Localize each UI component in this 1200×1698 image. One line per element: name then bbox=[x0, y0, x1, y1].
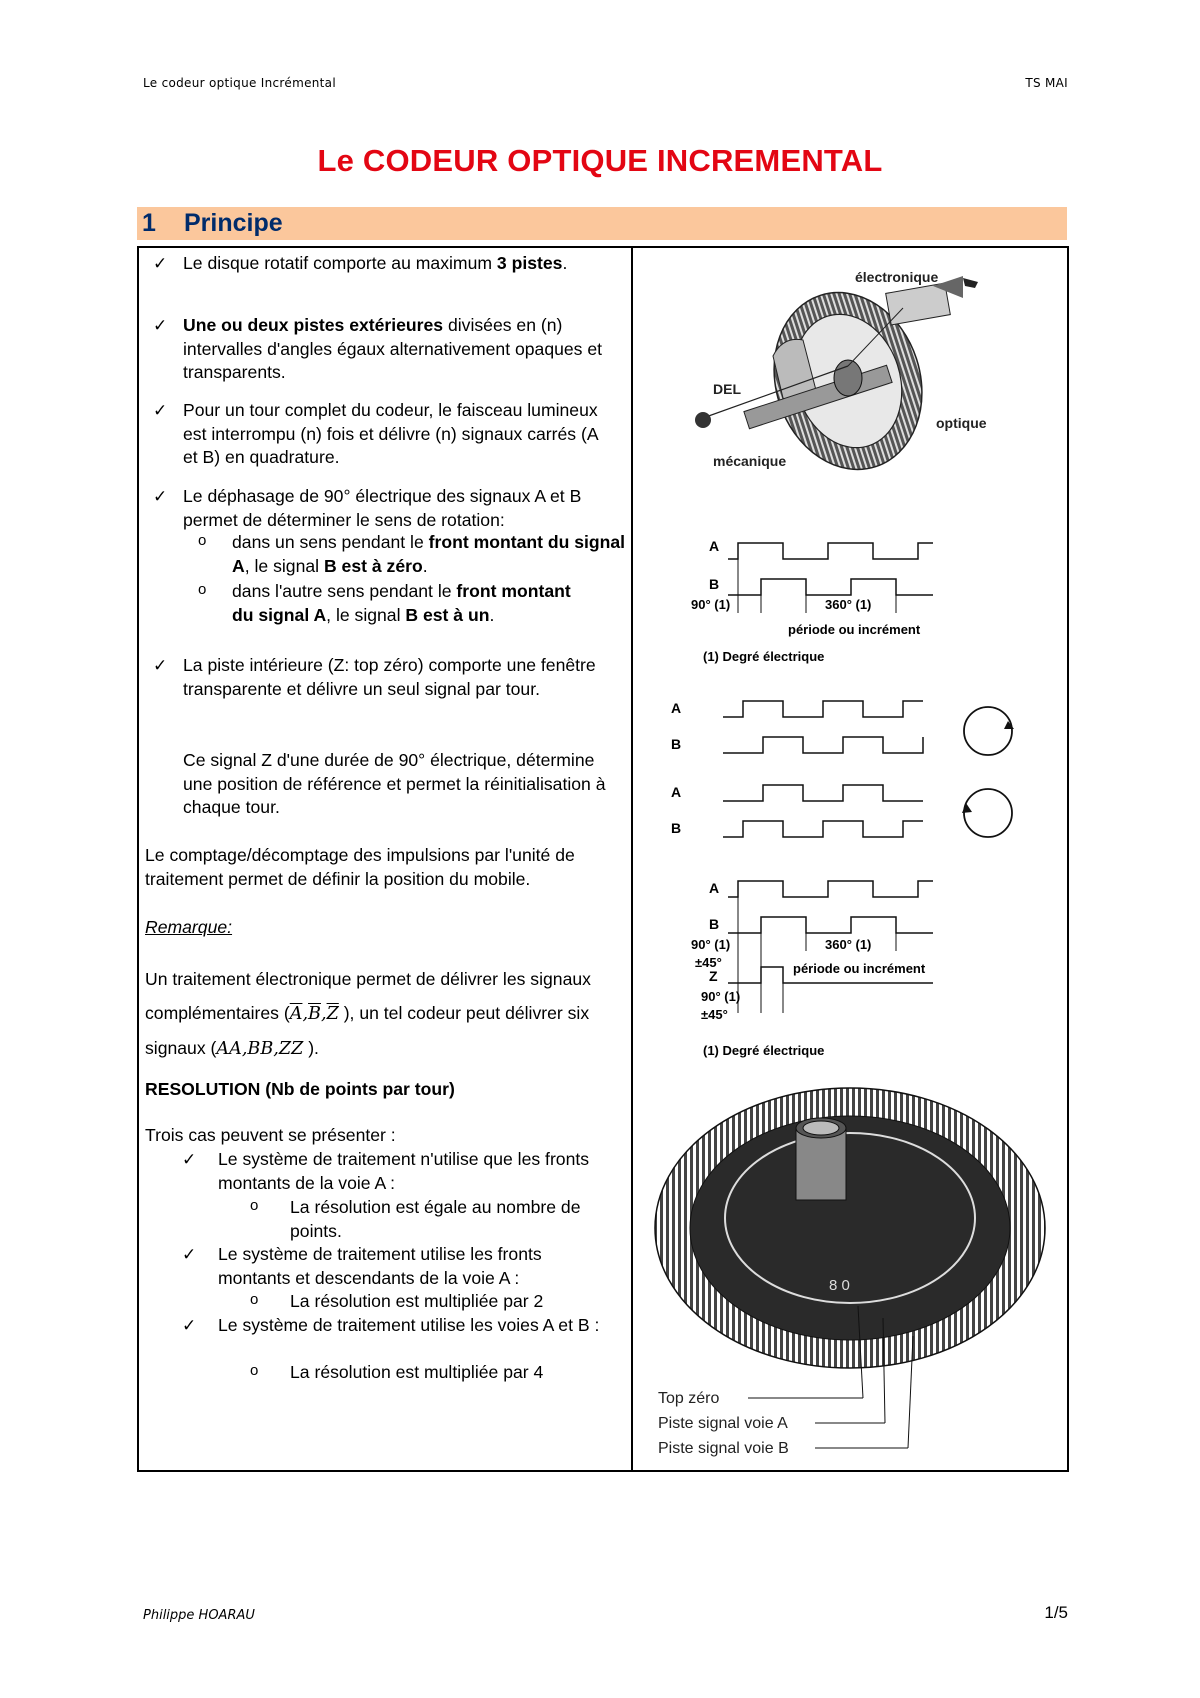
case-1 bbox=[182, 1148, 608, 1195]
label-track-b: Piste signal voie B bbox=[658, 1440, 789, 1457]
label-electronique: électronique bbox=[855, 269, 939, 285]
bullet-text: Pour un tour complet du codeur, le faisceau lumineux est interrompu (n) fois et délivre (n) signaux carrés (A et B) en quadrature. bbox=[183, 400, 598, 467]
case-2-result bbox=[250, 1290, 610, 1314]
dir-signal-a2 bbox=[723, 785, 923, 801]
degree-note-2: (1) Degré électrique bbox=[703, 1043, 825, 1058]
complementary-signals-paragraph: Un traitement électronique permet de délivrer les signaux complémentaires ($\overline{A},\overline{B},\overline{Z}$ ), un tel codeur peut délivrer six signaux (AA,BB,ZZ ). bbox=[145, 969, 591, 1059]
page-header-left: Le codeur optique Incrémental bbox=[143, 76, 336, 90]
case-2 bbox=[182, 1243, 598, 1290]
clockwise-icon bbox=[964, 707, 1012, 755]
label-track-a: Piste signal voie A bbox=[658, 1415, 788, 1432]
remark-label: Remarque: bbox=[145, 917, 233, 937]
bullet-text: divisées en (n) intervalles d'angles égaux alternativement opaques et transparents. bbox=[183, 315, 603, 382]
checkmark-icon: ✓ bbox=[182, 1316, 197, 1335]
cases-intro: Trois cas peuvent se présenter : bbox=[145, 1125, 396, 1145]
tolerance-label: ±45° bbox=[695, 955, 722, 970]
case-3-result bbox=[250, 1361, 610, 1385]
math-aa: AA bbox=[216, 1039, 242, 1059]
checkmark-icon: ✓ bbox=[153, 401, 168, 420]
hand-icon bbox=[963, 278, 978, 288]
sub-text: , le signal bbox=[244, 555, 324, 576]
disk-body bbox=[690, 1116, 1010, 1340]
bullet-text: Le déphasage de 90° électrique des signaux A et B permet de déterminer le sens de rotation: bbox=[183, 486, 582, 530]
label-del: DEL bbox=[713, 381, 741, 397]
arrowhead-icon bbox=[962, 803, 972, 813]
degree-note: (1) Degré électrique bbox=[703, 649, 825, 664]
dir-label-b2: B bbox=[671, 820, 682, 836]
bullet-text: La piste intérieure (Z: top zéro) comporte une fenêtre transparente et délivre un seul signal par tour. bbox=[183, 655, 596, 699]
checkmark-icon: ✓ bbox=[153, 316, 168, 335]
bullet-bold: 3 pistes bbox=[496, 253, 563, 273]
period2-text: période ou incrément bbox=[793, 961, 926, 976]
del-led bbox=[695, 412, 711, 428]
case-text: Le système de traitement utilise les fronts montants et descendants de la voie A : bbox=[218, 1244, 542, 1288]
phase-label: 90° (1) bbox=[691, 597, 731, 612]
checkmark-icon: ✓ bbox=[153, 656, 168, 675]
bullet-text: Le disque rotatif comporte au maximum bbox=[183, 253, 497, 273]
footer-page-number: 1/5 bbox=[1044, 1603, 1068, 1622]
dir-label-b1: B bbox=[671, 736, 682, 752]
sub-text: dans l'autre sens pendant le bbox=[232, 581, 457, 601]
counting-paragraph: Le comptage/décomptage des impulsions par l'unité de traitement permet de définir la position du mobile. bbox=[145, 845, 575, 889]
sub-text: dans un sens pendant le bbox=[232, 532, 429, 552]
para-text: ), un tel codeur peut délivrer six signaux ( bbox=[145, 1003, 590, 1058]
bullet-phase-shift bbox=[153, 485, 613, 532]
sub-text: , le signal bbox=[326, 604, 406, 625]
dir-signal-b2 bbox=[723, 821, 923, 837]
page-header-right: TS MAI bbox=[1025, 76, 1068, 90]
phase2-label: 90° (1) bbox=[691, 937, 731, 952]
bullet-text: . bbox=[562, 253, 568, 273]
sub-bold: B est à zéro bbox=[323, 555, 423, 576]
timing2-label-b: B bbox=[709, 916, 720, 932]
footer-author: Philippe HOARAU bbox=[143, 1608, 255, 1623]
circle-bullet-icon: o bbox=[198, 532, 207, 549]
period-label: 360° (1) bbox=[825, 597, 872, 612]
document-title: Le CODEUR OPTIQUE INCREMENTAL bbox=[317, 143, 883, 178]
bullet-full-turn bbox=[153, 399, 603, 470]
sub-text: . bbox=[422, 555, 428, 576]
sub-bold: front montant du signal A bbox=[232, 581, 571, 625]
bullet-disk-tracks bbox=[153, 252, 603, 276]
checkmark-icon: ✓ bbox=[153, 254, 168, 273]
section-label: Principe bbox=[184, 209, 283, 237]
math-a-bar: $\overline{A}$ bbox=[289, 1004, 303, 1024]
electronics-box bbox=[886, 283, 951, 325]
math-b-bar: $\overline{B}$ bbox=[308, 1004, 321, 1024]
circle-bullet-icon: o bbox=[250, 1362, 259, 1379]
sub-bullet-direction-1 bbox=[198, 531, 627, 578]
math-bb: BB bbox=[247, 1039, 274, 1059]
math-zz: ZZ bbox=[278, 1039, 304, 1059]
signal2-b bbox=[728, 917, 933, 933]
timing-label-b: B bbox=[709, 576, 720, 592]
dir-label-a2: A bbox=[671, 784, 682, 800]
period-text: période ou incrément bbox=[788, 622, 921, 637]
bullet-outer-tracks bbox=[153, 314, 623, 385]
timing-diagram-with-z bbox=[633, 873, 1067, 1063]
period2-label: 360° (1) bbox=[825, 937, 872, 952]
checkmark-icon: ✓ bbox=[153, 487, 168, 506]
section-number: 1 bbox=[142, 209, 156, 237]
signal-b bbox=[728, 579, 933, 595]
case-result-text: La résolution est multipliée par 4 bbox=[290, 1362, 544, 1382]
checkmark-icon: ✓ bbox=[182, 1245, 197, 1264]
para-text: ). bbox=[308, 1038, 319, 1058]
case-text: Le système de traitement utilise les voies A et B : bbox=[218, 1315, 600, 1335]
case-1-result bbox=[250, 1196, 610, 1243]
case-3 bbox=[182, 1314, 608, 1338]
timing2-label-a: A bbox=[709, 880, 720, 896]
disk-ring-label: 8 0 bbox=[829, 1277, 850, 1294]
para-text: Un traitement électronique permet de délivrer les signaux complémentaires ( bbox=[145, 969, 591, 1023]
case-result-text: La résolution est multipliée par 2 bbox=[290, 1291, 544, 1311]
label-top-zero: Top zéro bbox=[658, 1390, 720, 1407]
case-text: Le système de traitement n'utilise que les fronts montants de la voie A : bbox=[218, 1149, 590, 1193]
label-optique: optique bbox=[936, 415, 987, 431]
dir-signal-a1 bbox=[723, 701, 923, 717]
figure-column bbox=[633, 248, 1067, 1470]
text-column bbox=[139, 248, 629, 1470]
disk-illustration bbox=[633, 1068, 1067, 1468]
bullet-inner-track bbox=[153, 654, 623, 701]
case-result-text: La résolution est égale au nombre de points. bbox=[290, 1197, 581, 1241]
hub-cylinder bbox=[796, 1128, 846, 1200]
sub-bold: front montant du signal A bbox=[232, 532, 626, 576]
counterclockwise-icon bbox=[964, 789, 1012, 837]
z-signal-paragraph: Ce signal Z d'une durée de 90° électrique, détermine une position de référence et permet la réinitialisation à chaque tour. bbox=[183, 750, 606, 817]
hub-hole bbox=[803, 1121, 839, 1135]
circle-bullet-icon: o bbox=[250, 1197, 259, 1214]
resolution-heading: RESOLUTION (Nb de points par tour) bbox=[145, 1079, 455, 1099]
math-z-bar: $\overline{Z}$ bbox=[326, 1004, 339, 1024]
zphase-label: 90° (1) bbox=[701, 989, 741, 1004]
bullet-bold: Une ou deux pistes extérieures bbox=[183, 315, 444, 335]
circle-bullet-icon: o bbox=[198, 581, 207, 598]
direction-diagrams bbox=[633, 693, 1067, 863]
signal-a bbox=[728, 543, 933, 559]
encoder-illustration bbox=[633, 248, 1067, 478]
label-mecanique: mécanique bbox=[713, 453, 787, 469]
arrowhead-icon bbox=[1004, 721, 1014, 729]
sub-bold: B est à un bbox=[405, 604, 490, 625]
dir-signal-b1 bbox=[723, 737, 923, 753]
timing-label-a: A bbox=[709, 538, 720, 554]
ztol-label: ±45° bbox=[701, 1007, 728, 1022]
signal2-a bbox=[728, 881, 933, 897]
section-heading bbox=[137, 207, 1067, 240]
checkmark-icon: ✓ bbox=[182, 1150, 197, 1169]
content-table bbox=[137, 246, 1069, 1472]
dir-label-a1: A bbox=[671, 700, 682, 716]
sub-text: . bbox=[489, 604, 495, 625]
timing2-label-z: Z bbox=[709, 968, 718, 984]
circle-bullet-icon: o bbox=[250, 1291, 259, 1308]
sub-bullet-direction-2 bbox=[198, 580, 592, 627]
timing-diagram-quadrature bbox=[633, 531, 1067, 681]
